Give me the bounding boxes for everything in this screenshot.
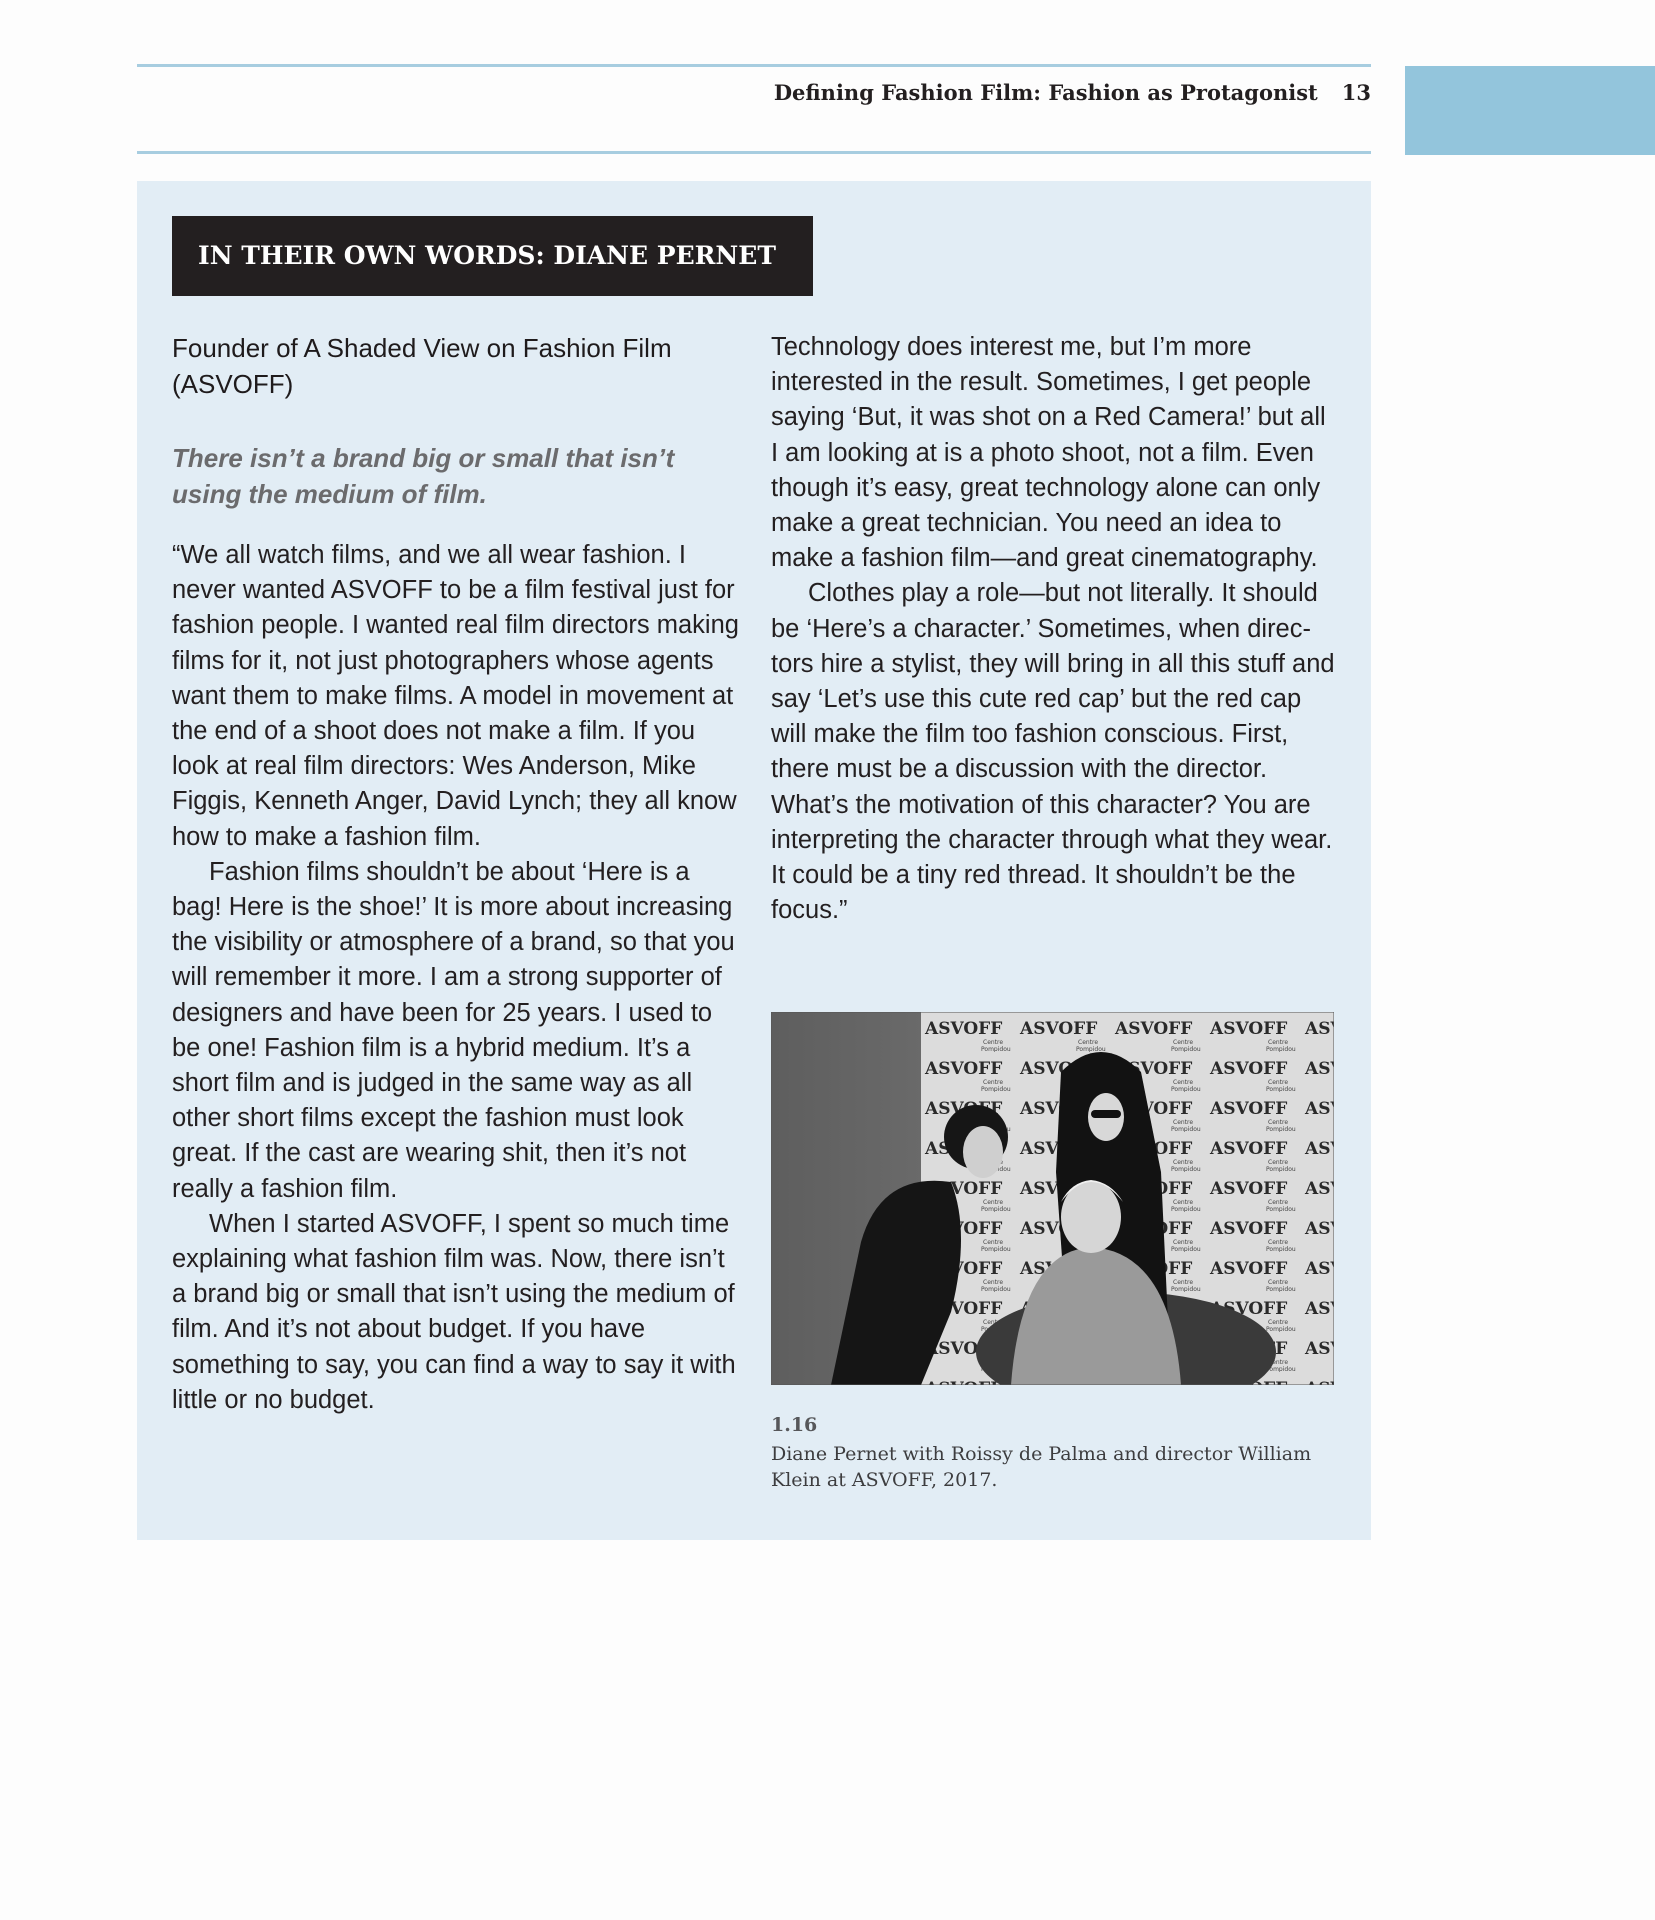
page-number: 13	[1341, 80, 1371, 105]
figure-number: 1.16	[771, 1414, 818, 1436]
paragraph: When I started ASVOFF, I spent so much time explaining what fashion film was. Now, there isn’t a brand big or small that isn’t using the medium of film. And it’s not about budget. If you have something to say, you can find a way to say it with little or no budget.	[172, 1209, 736, 1414]
header-bottom-rule	[137, 151, 1371, 154]
top-rule	[137, 64, 1371, 67]
chapter-tab	[1405, 66, 1655, 155]
feature-subheading: Founder of A Shaded View on Fashion Film (ASVOFF)	[172, 333, 672, 399]
paragraph: Technology does interest me, but I’m more interested in the result. Sometimes, I get people saying ‘But, it was shot on a Red Camera!’ but all I am looking at is a photo shoot, not a film. Even though it’s easy, great technology alone can only make a great technician. You need an idea to make a fashion film—and great cinematography.	[771, 333, 1326, 573]
event-photo	[771, 1012, 1334, 1385]
figure-caption: Diane Pernet with Roissy de Palma and director William Klein at ASVOFF, 2017.	[771, 1443, 1312, 1491]
right-column	[771, 330, 1339, 928]
pull-quote: There isn’t a brand big or small that isn’t using the medium of film.	[172, 443, 675, 509]
running-title: Defining Fashion Film: Fashion as Protagonist	[773, 80, 1318, 105]
feature-heading: IN THEIR OWN WORDS: DIANE PERNET	[172, 216, 813, 296]
paragraph: “We all watch films, and we all wear fashion. I never wanted ASVOFF to be a film festival just for fashion people. I wanted real film directors making films for it, not just photographers whose agents want them to make films. A model in movement at the end of a shoot does not make a film. If you look at real film directors: Wes Anderson, Mike Figgis, Kenneth Anger, David Lynch; they all know how to make a fashion film.	[172, 541, 739, 851]
running-header	[774, 76, 1371, 110]
left-column	[172, 330, 742, 1418]
paragraph: Fashion films shouldn’t be about ‘Here is a bag! Here is the shoe!’ It is more about increasing the visibility or atmosphere of a brand, so that you will remember it more. I am a strong supporter of designers and have been for 25 years. I used to be one! Fashion film is a hybrid medium. It’s a short film and is judged in the same way as all other short films except the fashion must look great. If the cast are wearing shit, then it’s not really a fashion film.	[172, 857, 735, 1203]
paragraph: Clothes play a role—but not literally. It should be ‘Here’s a character.’ Sometimes, when directors hire a stylist, they will bring in all this stuff and say ‘Let’s use this cute red cap’ but the red cap will make the film too fashion conscious. First, there must be a discussion with the director. What’s the motivation of this character? You are interpreting the character through what they wear. It could be a tiny red thread. It shouldn’t be the focus.”	[771, 579, 1335, 925]
